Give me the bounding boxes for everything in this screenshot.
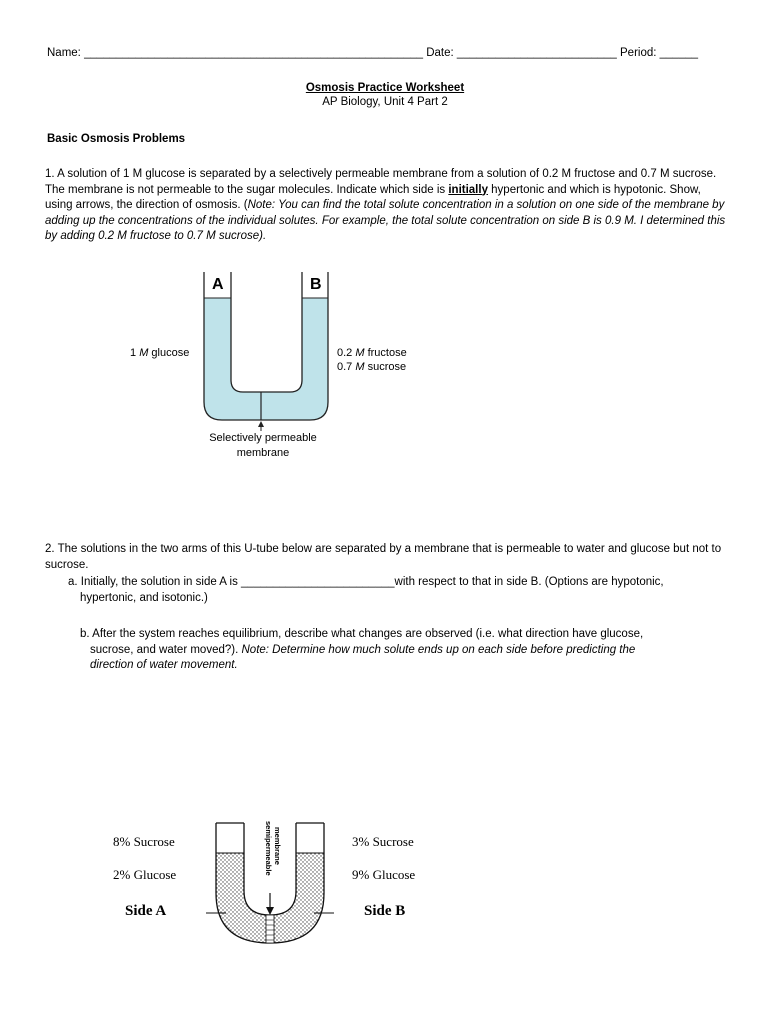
q2b-line-3: direction of water movement.: [90, 659, 238, 671]
side-b-label: Side B: [364, 903, 406, 919]
semipermeable-membrane: [266, 915, 274, 943]
worksheet-subtitle: AP Biology, Unit 4 Part 2: [322, 96, 448, 108]
figure-1-u-tube: [120, 268, 440, 468]
question-1: [45, 167, 730, 245]
q1-text-b: hypertonic and which is hypotonic. Show, using arrows, the direction of osmosis. (: [45, 183, 701, 211]
label-side-b: B: [310, 276, 322, 293]
u-tube-solution: [204, 298, 328, 420]
q1-emphasis: initially: [448, 183, 488, 196]
figure-2-u-tube: [100, 815, 440, 955]
right-solution-label-1: 0.2 M fructose: [337, 347, 407, 359]
name-date-period-line: Name: _____________________________________________________ Date: _________________________ Period: ______: [47, 47, 699, 59]
membrane-label-2: membrane: [236, 447, 290, 459]
side-a-label: Side A: [125, 903, 167, 919]
membrane-arrow-icon: [258, 421, 264, 427]
membrane-2-label-2: membrane: [273, 827, 282, 865]
page-title: [0, 82, 770, 108]
right-sucrose-label: 3% Sucrose: [352, 834, 414, 849]
label-side-a: A: [212, 276, 224, 293]
q2b-line-2: sucrose, and water moved?). Note: Determine how much solute ends up on each side before predicting the: [90, 643, 636, 656]
q2b-line-1: b. After the system reaches equilibrium, describe what changes are observed (i.e. what direction have glucose,: [80, 628, 644, 640]
left-glucose-label: 2% Glucose: [113, 867, 177, 882]
question-2a: [68, 575, 733, 606]
worksheet-title: Osmosis Practice Worksheet: [305, 82, 465, 94]
u-tube-inner-wall: [231, 272, 302, 392]
right-glucose-label: 9% Glucose: [352, 867, 416, 882]
q1-note: Note: You can find the total solute concentration in a solution on one side of the membrane by adding up the concentrations of the individual solutes. For example, the total solute concentration on side B is 0.9 M. I determined this by adding 0.2 M fructose to 0.7 M sucrose).: [45, 199, 726, 242]
right-solution-label-2: 0.7 M sucrose: [337, 361, 407, 373]
q1-text-a: 1. A solution of 1 M glucose is separated by a selectively permeable membrane from a solution of 0.2 M fructose and 0.7 M sucrose. The membrane is not permeable to the sugar molecules. Indicate which side is: [45, 168, 717, 196]
question-2: 2. The solutions in the two arms of this U-tube below are separated by a membrane that is permeable to water and glucose but not to sucrose.: [45, 543, 722, 571]
q2a-line-1: a. Initially, the solution in side A is ________________________with respect to that in side B. (Options are hypotonic,: [68, 576, 664, 588]
membrane-2-arrow-icon: [266, 907, 274, 915]
left-sucrose-label: 8% Sucrose: [113, 834, 175, 849]
membrane-label-1: Selectively permeable: [209, 432, 317, 444]
membrane-2-label-1: semipermeable: [264, 821, 273, 876]
section-heading: Basic Osmosis Problems: [47, 133, 186, 145]
q2a-line-2: hypertonic, and isotonic.): [80, 591, 208, 604]
left-solution-label: 1 M glucose: [130, 347, 190, 359]
question-2b: [80, 627, 720, 674]
